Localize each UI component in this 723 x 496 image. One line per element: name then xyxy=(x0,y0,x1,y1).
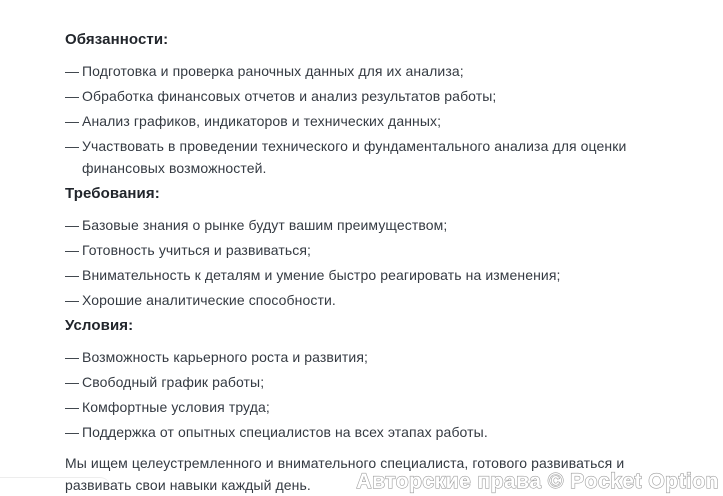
list-item-text: Свободный график работы; xyxy=(82,374,265,390)
list-item xyxy=(65,60,643,82)
list-item xyxy=(65,135,643,179)
dash-bullet: — xyxy=(65,424,80,440)
list-item xyxy=(65,239,643,261)
closing-paragraph: Мы ищем целеустремленного и внимательного специалиста, готового развиваться и развивать свои навыки каждый день. xyxy=(65,455,625,493)
section-heading: Требования: xyxy=(65,185,160,202)
list-item-text: Хорошие аналитические способности. xyxy=(82,292,336,308)
list-item xyxy=(65,110,643,132)
list-item xyxy=(65,421,643,443)
list-item-text: Поддержка от опытных специалистов на всех этапах работы. xyxy=(82,424,488,440)
list-item-text: Подготовка и проверка раночных данных для их анализа; xyxy=(82,63,464,79)
list-item-text: Возможность карьерного роста и развития; xyxy=(82,349,368,365)
dash-bullet: — xyxy=(65,267,80,283)
responsibilities-list xyxy=(65,60,643,179)
dash-bullet: — xyxy=(65,113,80,129)
list-item-text: Участвовать в проведении технического и фундаментального анализа для оценки финансовых возможностей. xyxy=(82,138,627,176)
list-item-text: Анализ графиков, индикаторов и технических данных; xyxy=(82,113,442,129)
conditions-list xyxy=(65,346,643,443)
list-item-text: Обработка финансовых отчетов и анализ результатов работы; xyxy=(82,88,497,104)
list-item-text: Внимательность к деталям и умение быстро реагировать на изменения; xyxy=(82,267,561,283)
dash-bullet: — xyxy=(65,88,80,104)
list-item-text: Базовые знания о рынке будут вашим преимуществом; xyxy=(82,217,448,233)
requirements-list xyxy=(65,214,643,311)
dash-bullet: — xyxy=(65,138,80,154)
list-item-text: Комфортные условия труда; xyxy=(82,399,270,415)
list-item xyxy=(65,371,643,393)
dash-bullet: — xyxy=(65,374,80,390)
section-conditions xyxy=(65,315,643,443)
dash-bullet: — xyxy=(65,349,80,365)
section-responsibilities xyxy=(65,29,643,179)
section-heading: Обязанности: xyxy=(65,31,169,48)
dash-bullet: — xyxy=(65,292,80,308)
section-heading: Условия: xyxy=(65,317,134,334)
copyright-watermark-text: Авторские права © Pocket Option xyxy=(356,470,719,493)
job-description-content xyxy=(65,29,643,496)
list-item xyxy=(65,85,643,107)
list-item xyxy=(65,214,643,236)
dash-bullet: — xyxy=(65,63,80,79)
list-item xyxy=(65,289,643,311)
section-requirements xyxy=(65,183,643,311)
list-item xyxy=(65,396,643,418)
list-item-text: Готовность учиться и развиваться; xyxy=(82,242,312,258)
list-item xyxy=(65,264,643,286)
dash-bullet: — xyxy=(65,399,80,415)
dash-bullet: — xyxy=(65,217,80,233)
list-item xyxy=(65,346,643,368)
dash-bullet: — xyxy=(65,242,80,258)
